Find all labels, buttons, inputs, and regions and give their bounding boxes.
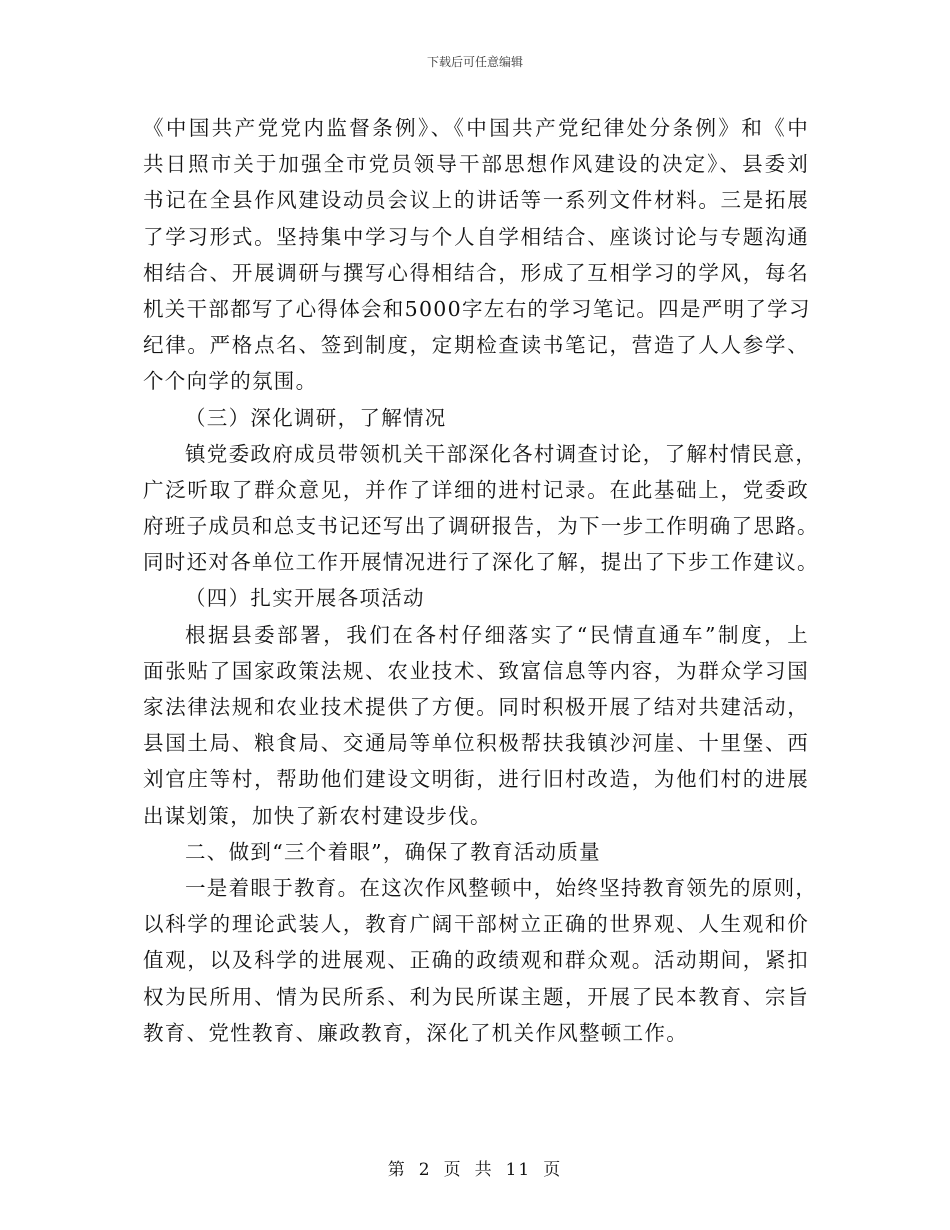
text-line: 了学习形式。坚持集中学习与个人自学相结合、座谈讨论与专题沟通	[143, 224, 809, 249]
text-line: 个个向学的氛围。	[143, 369, 318, 394]
footer-gong: 共	[474, 1160, 494, 1180]
footer-ye: 页	[443, 1160, 463, 1180]
text-line: 面张贴了国家政策法规、农业技术、致富信息等内容，为群众学习国	[143, 658, 809, 683]
section-heading: 二、做到“三个着眼”，确保了教育活动质量	[185, 839, 601, 864]
text-line: 家法律法规和农业技术提供了方便。同时积极开展了结对共建活动，	[143, 695, 809, 719]
text-line: 以科学的理论武装人，教育广阔干部树立正确的世界观、人生观和价	[143, 912, 809, 937]
text-line: 出谋划策，加快了新农村建设步伐。	[143, 803, 492, 828]
text-line: 根据县委部署，我们在各村仔细落实了“民情直通车”制度，上	[185, 622, 809, 647]
text-line: 广泛听取了群众意见，并作了详细的进村记录。在此基础上，党委政	[143, 477, 809, 502]
section-heading: （四）扎实开展各项活动	[185, 586, 425, 611]
text-line: 共日照市关于加强全市党员领导干部思想作风建设的决定》、县委刘	[143, 152, 809, 177]
footer-total-pages: 11	[505, 1160, 532, 1180]
text-line: 机关干部都写了心得体会和5000字左右的学习笔记。四是严明了学习	[143, 296, 811, 321]
page-header-note: 下载后可任意编辑	[426, 55, 523, 69]
footer-ye: 页	[543, 1160, 563, 1180]
footer-di: 第	[387, 1160, 407, 1180]
text-line: 县国土局、粮食局、交通局等单位积极帮扶我镇沙河崖、十里堡、西	[143, 731, 809, 756]
footer-current-page: 2	[418, 1160, 432, 1180]
section-heading: （三）深化调研，了解情况	[185, 405, 447, 430]
text-line: 《中国共产党党内监督条例》、《中国共产党纪律处分条例》和《中	[143, 116, 809, 140]
text-line: 纪律。严格点名、签到制度，定期检查读书笔记，营造了人人参学、	[143, 333, 809, 358]
text-line: 镇党委政府成员带领机关干部深化各村调查讨论，了解村情民意，	[185, 441, 818, 466]
page-number-footer	[0, 1155, 950, 1180]
text-line: 刘官庄等村，帮助他们建设文明街，进行旧村改造，为他们村的进展	[143, 767, 809, 792]
text-line: 同时还对各单位工作开展情况进行了深化了解，提出了下步工作建议。	[143, 550, 819, 575]
text-line: 府班子成员和总支书记还写出了调研报告，为下一步工作明确了思路。	[143, 514, 819, 539]
text-line: 教育、党性教育、廉政教育，深化了机关作风整顿工作。	[143, 1020, 688, 1045]
text-line: 值观，以及科学的进展观、正确的政绩观和群众观。活动期间，紧扣	[143, 948, 809, 973]
text-line: 书记在全县作风建设动员会议上的讲话等一系列文件材料。三是拓展	[143, 188, 809, 213]
document-body	[143, 110, 819, 1051]
text-line: 权为民所用、情为民所系、利为民所谋主题，开展了民本教育、宗旨	[143, 984, 809, 1009]
text-line: 相结合、开展调研与撰写心得相结合，形成了互相学习的学风，每名	[143, 260, 809, 285]
text-line: 一是着眼于教育。在这次作风整顿中，始终坚持教育领先的原则，	[185, 875, 818, 900]
